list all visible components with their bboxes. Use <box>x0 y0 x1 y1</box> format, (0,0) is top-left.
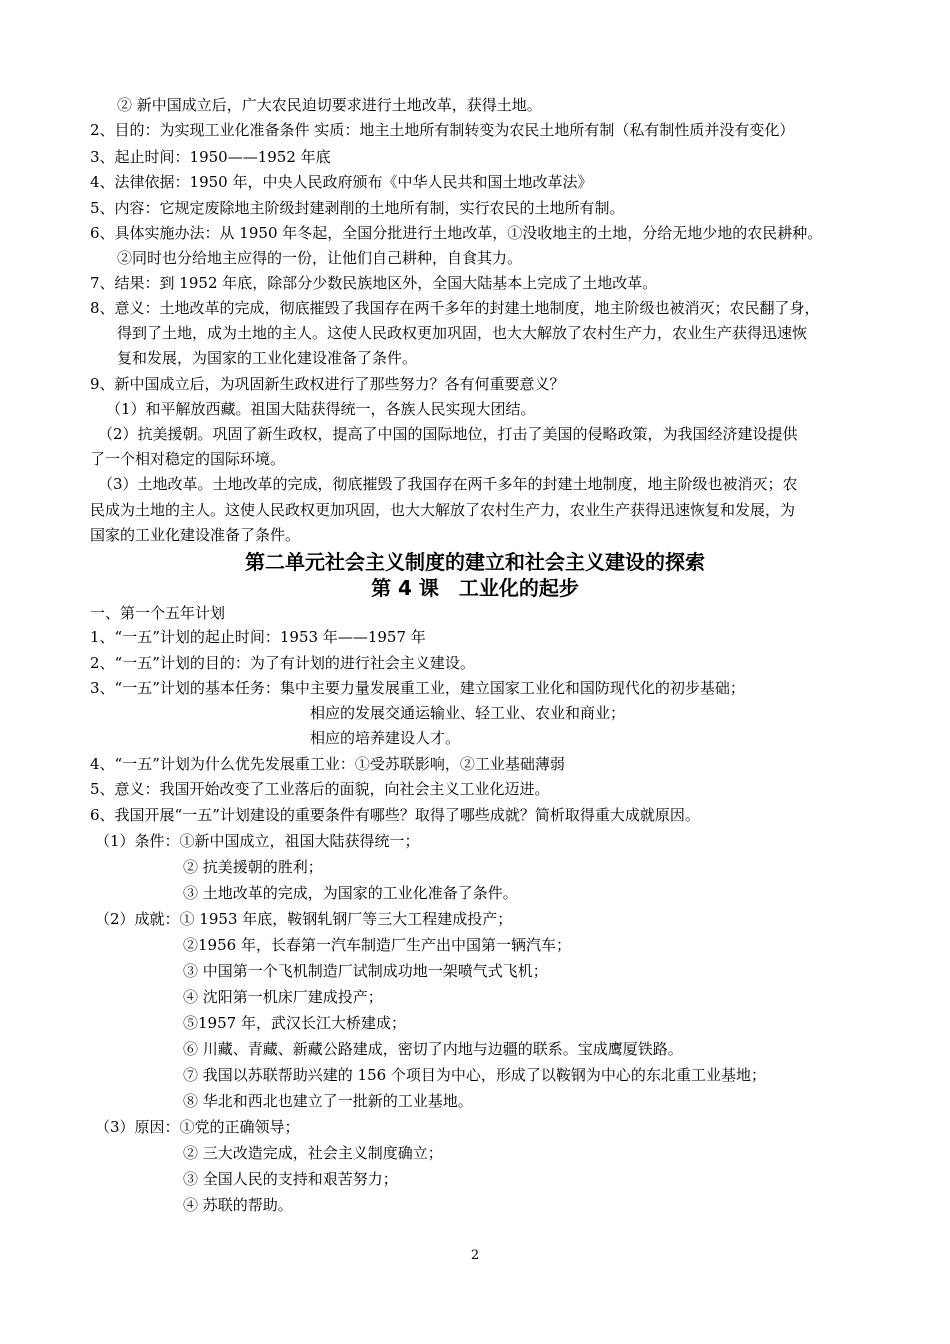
text-line: 6、我国开展“一五”计划建设的重要条件有哪些？取得了哪些成就？简析取得重大成就原因。 <box>90 806 700 824</box>
text-line: （3）土地改革。土地改革的完成，彻底摧毁了我国存在两千多年的封建土地制度，地主阶级也被消灭；农 <box>98 475 798 493</box>
text-line: ⑧ 华北和西北也建立了一批新的工业基地。 <box>183 1092 473 1110</box>
text-line: 得到了土地，成为土地的主人。这使人民政权更加巩固，也大大解放了农村生产力，农业生产获得迅速恢 <box>117 324 808 342</box>
text-line: 6、具体实施办法：从 1950 年冬起，全国分批进行土地改革，①没收地主的土地，分给无地少地的农民耕种。 <box>90 224 823 242</box>
text-line: 2、目的：为实现工业化准备条件 实质：地主土地所有制转变为农民土地所有制（私有制性质并没有变化） <box>90 121 795 139</box>
text-line: 相应的发展交通运输业、轻工业、农业和商业； <box>310 704 626 722</box>
text-line: 4、法律依据：1950 年，中央人民政府颁布《中华人民共和国土地改革法》 <box>90 173 593 191</box>
text-line: ⑤1957 年，武汉长江大桥建成； <box>183 1014 406 1032</box>
text-line: ②同时也分给地主应得的一份，让他们自己耕种，自食其力。 <box>117 249 523 267</box>
text-line: 复和发展，为国家的工业化建设准备了条件。 <box>117 349 418 367</box>
text-line: ④ 沈阳第一机床厂建成投产； <box>183 988 383 1006</box>
text-line: （1）和平解放西藏。祖国大陆获得统一，各族人民实现大团结。 <box>106 400 536 418</box>
text-line: （2）成就：① 1953 年底，鞍钢轧钢厂等三大工程建成投产； <box>95 910 513 928</box>
text-line: 一、第一个五年计划 <box>90 604 226 622</box>
text-line: ② 新中国成立后，广大农民迫切要求进行土地改革，获得土地。 <box>117 96 542 114</box>
page-number: 2 <box>470 1248 480 1263</box>
text-line: 1、“一五”计划的起止时间：1953 年——1957 年 <box>90 628 426 646</box>
text-line: 国家的工业化建设准备了条件。 <box>90 526 301 544</box>
text-line: 民成为土地的主人。这使人民政权更加巩固，也大大解放了农村生产力，农业生产获得迅速恢复和发展，为 <box>90 501 796 519</box>
text-line: ③ 中国第一个飞机制造厂试制成功地一架喷气式飞机； <box>183 962 548 980</box>
text-line: ③ 土地改革的完成，为国家的工业化准备了条件。 <box>183 884 518 902</box>
text-line: 2、“一五”计划的目的：为了有计划的进行社会主义建设。 <box>90 654 475 672</box>
text-line: ② 三大改造完成，社会主义制度确立； <box>183 1144 443 1162</box>
text-line: 5、内容：它规定废除地主阶级封建剥削的土地所有制，实行农民的土地所有制。 <box>90 199 625 217</box>
text-line: 了一个相对稳定的国际环境。 <box>90 450 286 468</box>
text-line: （1）条件：①新中国成立，祖国大陆获得统一； <box>95 832 420 850</box>
text-line: ⑦ 我国以苏联帮助兴建的 156 个项目为中心，形成了以鞍钢为中心的东北重工业基地； <box>183 1066 766 1084</box>
text-line: ② 抗美援朝的胜利； <box>183 858 323 876</box>
text-line: 7、结果：到 1952 年底，除部分少数民族地区外，全国大陆基本上完成了土地改革。 <box>90 274 658 292</box>
text-line: 8、意义：土地改革的完成，彻底摧毁了我国存在两千多年的封建土地制度，地主阶级也被消灭；农民翻了身， <box>90 299 820 317</box>
text-line: 5、意义：我国开始改变了工业落后的面貌，向社会主义工业化迈进。 <box>90 780 550 798</box>
text-line: 9、新中国成立后，为巩固新生政权进行了那些努力？各有何重要意义？ <box>90 375 565 393</box>
unit-heading: 第二单元社会主义制度的建立和社会主义建设的探索 <box>245 550 705 574</box>
text-line: ③ 全国人民的支持和艰苦努力； <box>183 1170 398 1188</box>
text-line: ②1956 年，长春第一汽车制造厂生产出中国第一辆汽车； <box>183 936 571 954</box>
text-line: ⑥ 川藏、青藏、新藏公路建成，密切了内地与边疆的联系。宝成鹰厦铁路。 <box>183 1040 683 1058</box>
text-line: 3、“一五”计划的基本任务：集中主要力量发展重工业，建立国家工业化和国防现代化的初步基础； <box>90 679 745 697</box>
lesson-heading: 第 4 课 工业化的起步 <box>371 576 579 600</box>
text-line: 4、“一五”计划为什么优先发展重工业：①受苏联影响，②工业基础薄弱 <box>90 755 565 773</box>
text-line: ④ 苏联的帮助。 <box>183 1196 293 1214</box>
text-line: （3）原因：①党的正确领导； <box>95 1118 300 1136</box>
text-line: 3、起止时间：1950——1952 年底 <box>90 148 331 166</box>
text-line: （2）抗美援朝。巩固了新生政权，提高了中国的国际地位，打击了美国的侵略政策，为我国经济建设提供 <box>98 425 798 443</box>
text-line: 相应的培养建设人才。 <box>310 729 461 747</box>
